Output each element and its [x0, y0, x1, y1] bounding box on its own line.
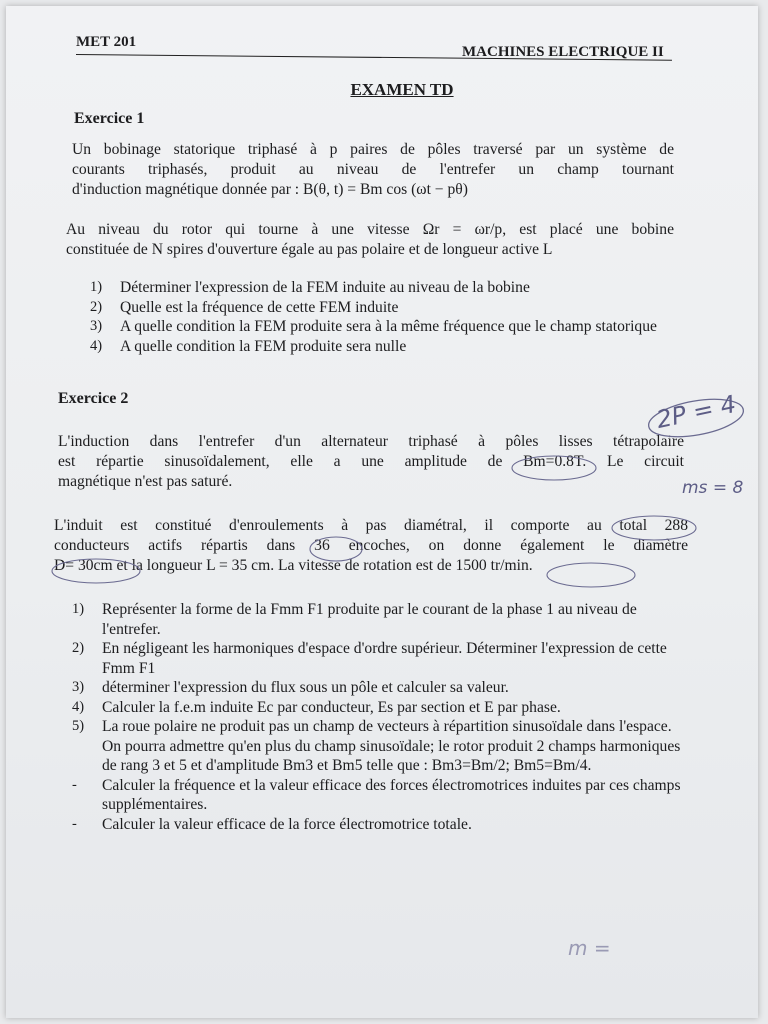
question-text: Représenter la forme de la Fmm F1 produite par le courant de la phase 1 au niveau de l'entrefer.: [102, 601, 637, 638]
text-line: est répartie sinusoïdalement, elle a une amplitude de Bm=0.8T. Le circuit: [58, 453, 684, 470]
question-text: Calculer la f.e.m induite Ec par conducteur, Es par section et E par phase.: [102, 698, 561, 716]
question-text: Calculer la fréquence et la valeur efficace des forces électromotrices induites par ces champs supplémentaires.: [102, 776, 681, 813]
text-line: L'induction dans l'entrefer d'un alternateur triphasé à pôles lisses tétrapolaire: [58, 433, 684, 450]
exam-title: EXAMEN TD: [350, 80, 454, 99]
exercise-1-title: Exercice 1: [74, 110, 145, 127]
question-number: 1): [72, 601, 85, 617]
question-number: 2): [72, 640, 85, 656]
question-number: 5): [72, 718, 85, 734]
question-number: 3): [72, 679, 85, 695]
text-line: d'induction magnétique donnée par : B(θ, t) = Bm cos (ωt − pθ): [72, 181, 468, 198]
text-line: Au niveau du rotor qui tourne à une vitesse Ωr = ωr/p, est placé une bobine: [66, 221, 674, 238]
question-text: Calculer la valeur efficace de la force électromotrice totale.: [102, 815, 472, 833]
hand-circle: [512, 456, 596, 480]
exercise-2-title: Exercice 2: [58, 390, 129, 407]
handwritten-note: 2P = 4: [653, 389, 739, 435]
question-text: A quelle condition la FEM produite sera nulle: [120, 337, 407, 355]
handwritten-note: m =: [568, 936, 611, 960]
question-number: 4): [72, 698, 85, 715]
question-number: 4): [90, 337, 103, 354]
handwritten-marks: [6, 6, 758, 1018]
handwritten-note: ms = 8: [682, 478, 744, 498]
hand-circle: [310, 537, 362, 561]
hand-circle: [612, 516, 696, 540]
course-subject: MACHINES ELECTRIQUE II: [462, 44, 664, 60]
text-line: courants triphasés, produit au niveau de l'entrefer un champ tournant: [72, 161, 674, 178]
text-line: Un bobinage statorique triphasé à p paires de pôles traversé par un système de: [72, 141, 674, 158]
question-text: A quelle condition la FEM produite sera à la même fréquence que le champ statorique: [120, 318, 657, 335]
question-number: -: [72, 776, 77, 793]
course-code: MET 201: [76, 34, 137, 50]
text-line: conducteurs actifs répartis dans 36 encoches, on donne également le diamètre: [54, 537, 688, 554]
question-text: Déterminer l'expression de la FEM induite au niveau de la bobine: [120, 279, 530, 296]
question-text: Quelle est la fréquence de cette FEM induite: [120, 298, 399, 316]
question-number: 1): [90, 279, 103, 295]
question-text: La roue polaire ne produit pas un champ de vecteurs à répartition sinusoïdale dans l'espace. On pourra admettre qu'en plus du champ sinusoïdale; le rotor produit 2 champs harmoniques de rang 3 et 5 et d'amplitude Bm3 et Bm5 telle que : Bm3=Bm/2; Bm5=Bm/4.: [102, 718, 681, 774]
hand-circle: [547, 563, 635, 587]
hand-circle: [52, 559, 140, 583]
text-line: L'induit est constitué d'enroulements à pas diamétral, il comporte au total 288: [54, 517, 688, 534]
text-line: constituée de N spires d'ouverture égale au pas polaire et de longueur active L: [66, 241, 553, 258]
exam-sheet: [6, 6, 758, 1018]
question-number: 2): [90, 298, 103, 315]
question-number: 3): [90, 318, 103, 334]
text-line: D= 30cm et la longueur L = 35 cm. La vitesse de rotation est de 1500 tr/min.: [54, 557, 533, 574]
question-text: En négligeant les harmoniques d'espace d'ordre supérieur. Déterminer l'expression de cette Fmm F1: [102, 640, 667, 677]
question-number: -: [72, 815, 77, 832]
text-line: magnétique n'est pas saturé.: [58, 473, 233, 490]
question-text: déterminer l'expression du flux sous un pôle et calculer sa valeur.: [102, 679, 509, 696]
